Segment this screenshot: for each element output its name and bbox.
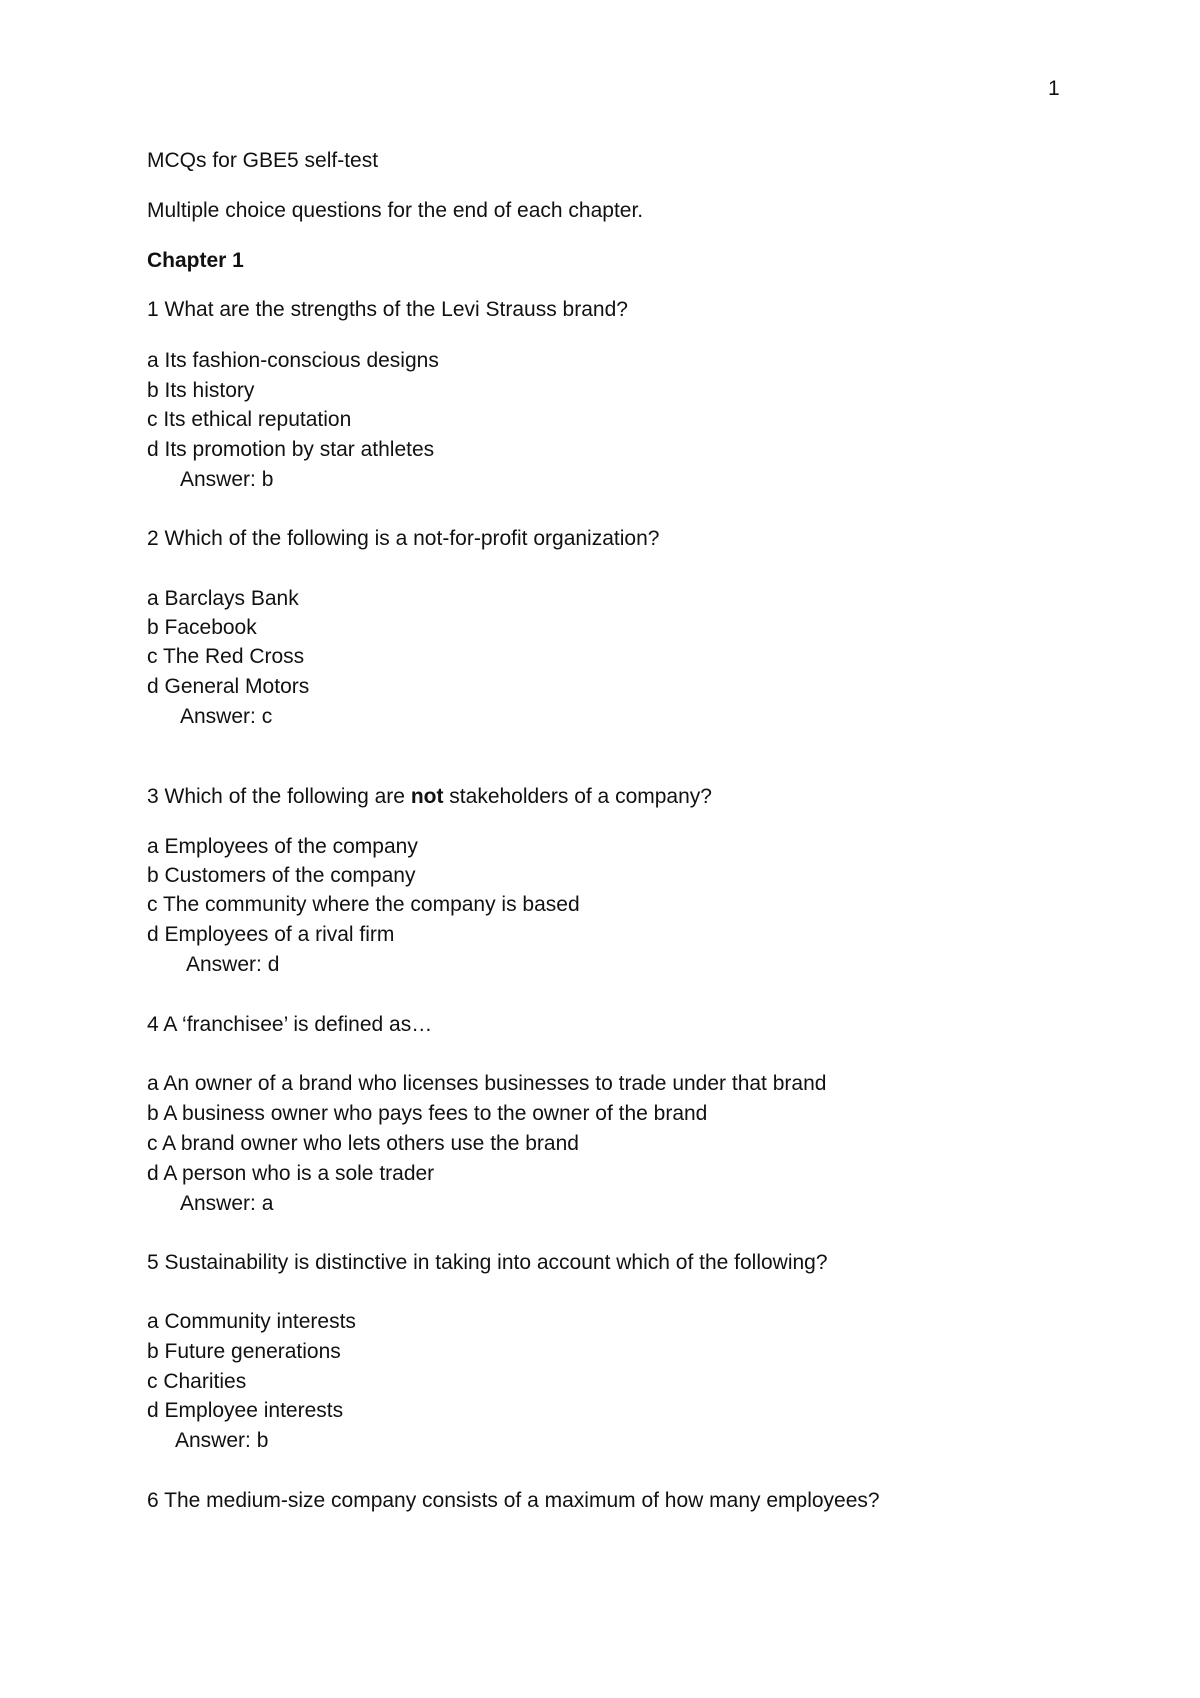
question-3-text xyxy=(147,784,712,810)
question-3-option-b: b Customers of the company xyxy=(147,864,416,887)
question-3-text-end: stakeholders of a company? xyxy=(443,785,712,808)
question-3-text-start: 3 Which of the following are xyxy=(147,785,411,808)
question-1-option-a: a Its fashion-conscious designs xyxy=(147,349,439,372)
question-5-option-b: b Future generations xyxy=(147,1340,341,1363)
question-2-option-a: a Barclays Bank xyxy=(147,587,299,610)
question-4-text: 4 A ‘franchisee’ is defined as… xyxy=(147,1013,433,1036)
question-4-option-a: a An owner of a brand who licenses businesses to trade under that brand xyxy=(147,1072,827,1095)
question-4-option-c: c A brand owner who lets others use the brand xyxy=(147,1132,579,1155)
question-3-option-d: d Employees of a rival firm xyxy=(147,923,395,946)
document-title: MCQs for GBE5 self-test xyxy=(147,149,379,172)
question-5-option-d: d Employee interests xyxy=(147,1399,344,1422)
question-1-option-c: c Its ethical reputation xyxy=(147,408,352,431)
question-2-text: 2 Which of the following is a not-for-profit organization? xyxy=(147,527,660,550)
chapter-heading: Chapter 1 xyxy=(147,249,244,272)
question-4-option-b: b A business owner who pays fees to the owner of the brand xyxy=(147,1102,708,1125)
question-1-text: 1 What are the strengths of the Levi Strauss brand? xyxy=(147,298,628,321)
question-6-text: 6 The medium-size company consists of a maximum of how many employees? xyxy=(147,1489,880,1512)
question-5-option-a: a Community interests xyxy=(147,1310,356,1333)
question-2-option-c: c The Red Cross xyxy=(147,645,305,668)
question-3-option-a: a Employees of the company xyxy=(147,835,418,858)
question-1-answer: Answer: b xyxy=(180,468,274,491)
question-3-option-c: c The community where the company is based xyxy=(147,893,580,916)
intro-text: Multiple choice questions for the end of each chapter. xyxy=(147,199,644,222)
question-5-option-c: c Charities xyxy=(147,1370,247,1393)
question-4-answer: Answer: a xyxy=(180,1192,274,1215)
question-5-text: 5 Sustainability is distinctive in taking into account which of the following? xyxy=(147,1251,828,1274)
question-2-answer: Answer: c xyxy=(180,705,273,728)
question-2-option-d: d General Motors xyxy=(147,675,310,698)
page-number: 1 xyxy=(1048,77,1060,100)
question-2-option-b: b Facebook xyxy=(147,616,257,639)
question-3-emphasis: not xyxy=(410,785,444,808)
question-1-option-d: d Its promotion by star athletes xyxy=(147,438,435,461)
question-1-option-b: b Its history xyxy=(147,379,255,402)
question-3-answer: Answer: d xyxy=(186,953,280,976)
question-5-answer: Answer: b xyxy=(175,1429,269,1452)
question-4-option-d: d A person who is a sole trader xyxy=(147,1162,435,1185)
